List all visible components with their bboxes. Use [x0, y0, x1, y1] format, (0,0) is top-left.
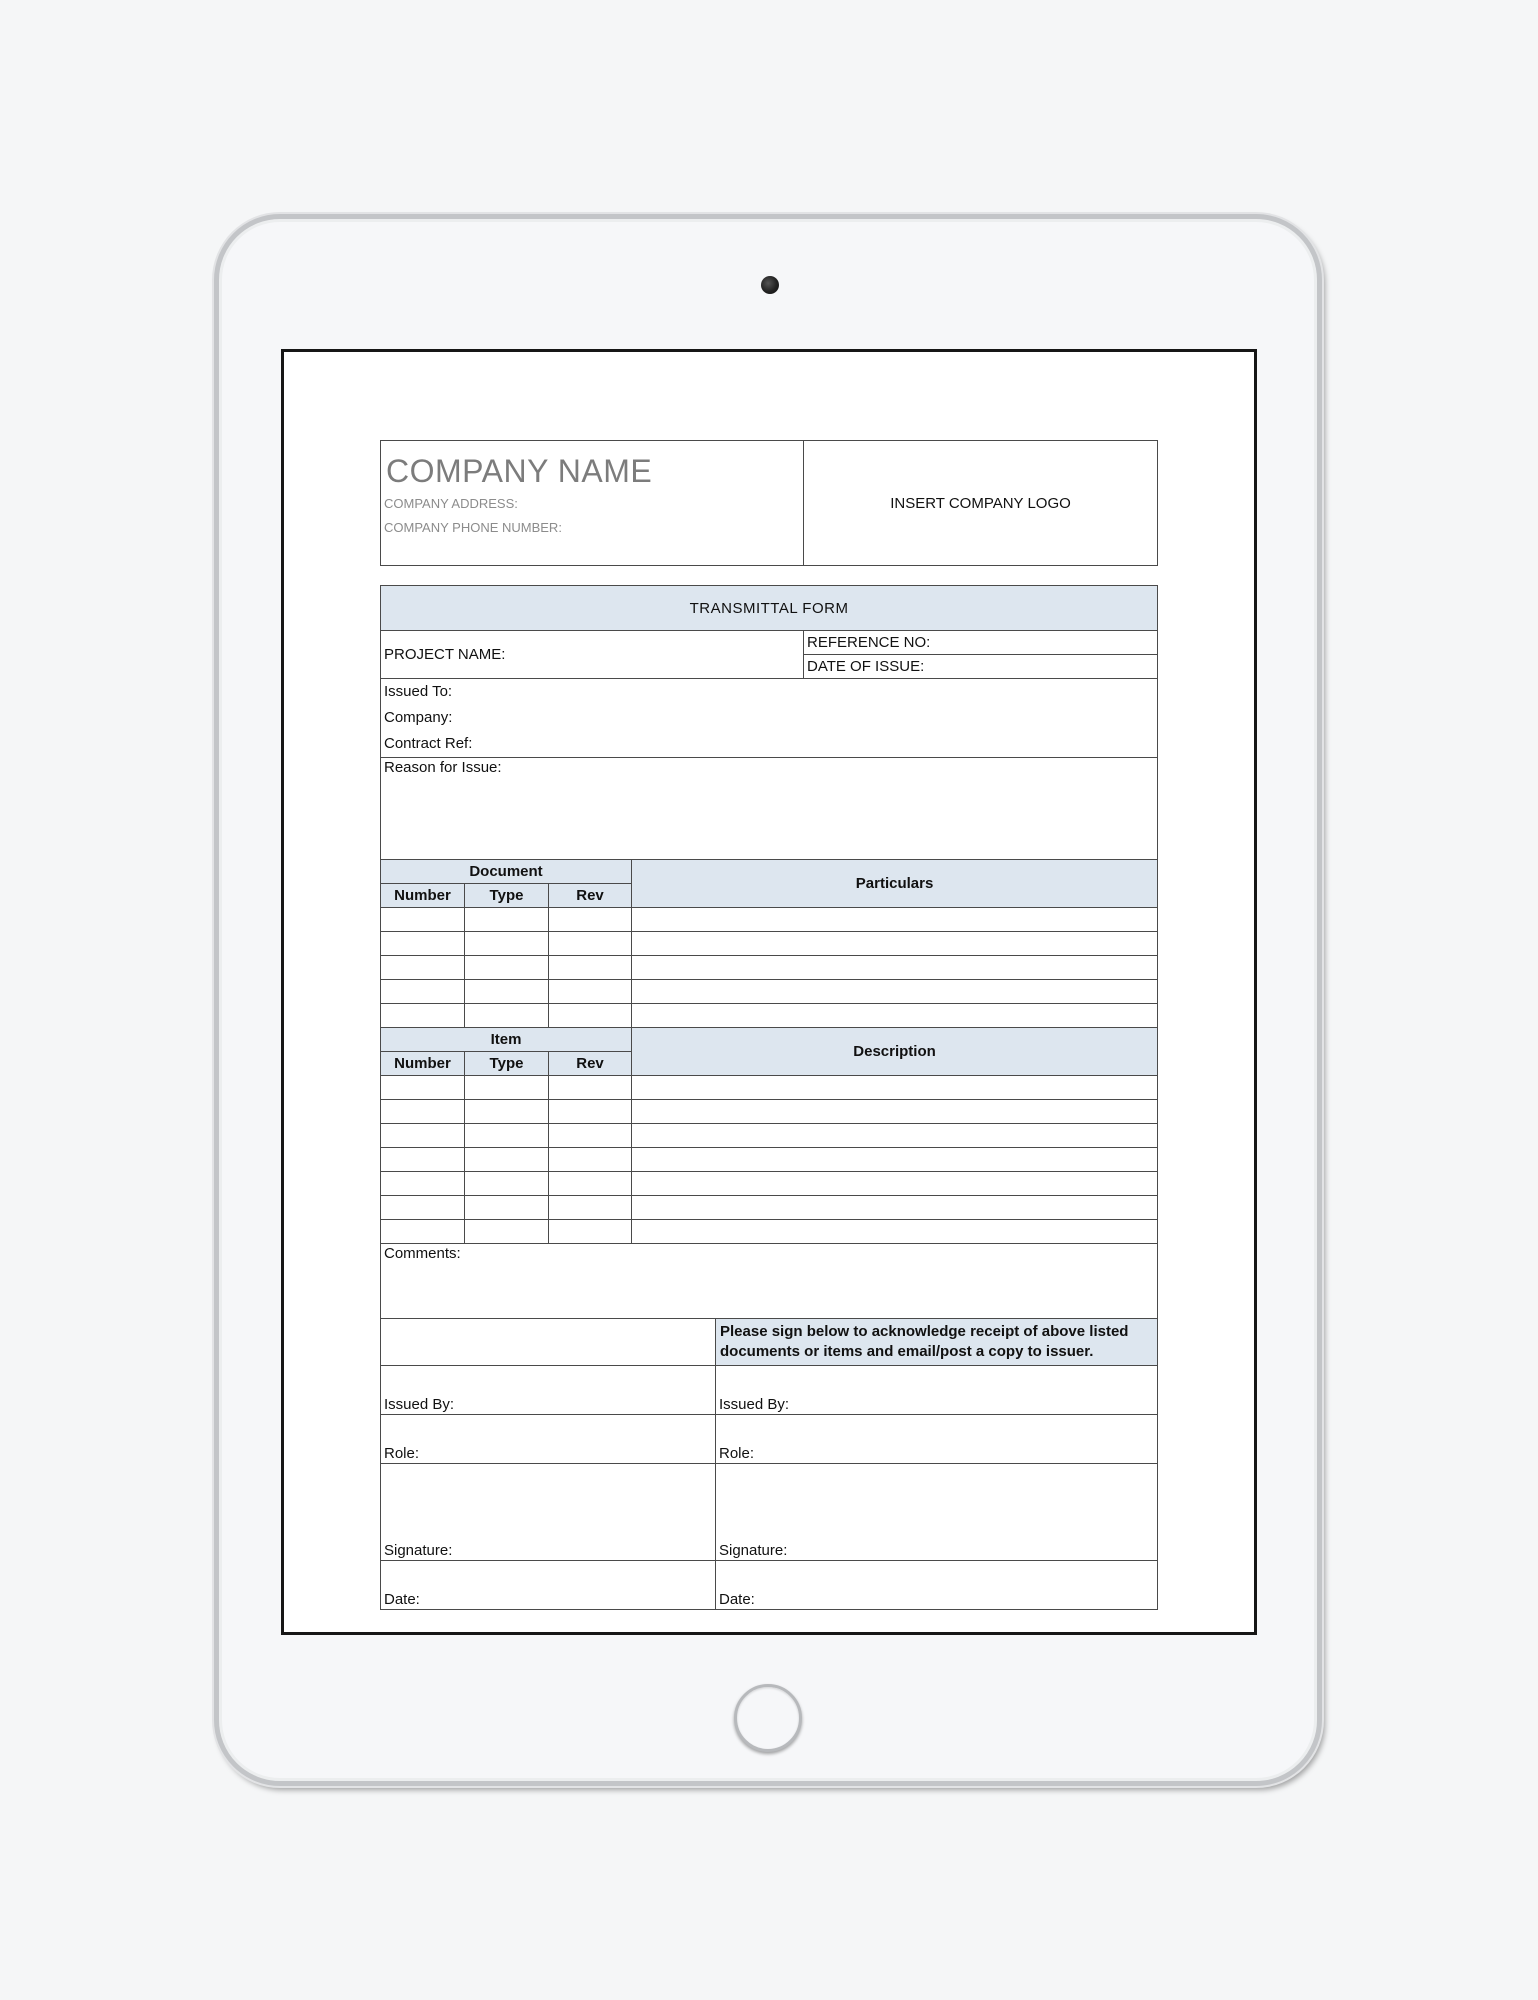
item-rev-cell[interactable]: [549, 1100, 632, 1124]
doc-type-cell[interactable]: [465, 908, 549, 932]
doc-number-cell[interactable]: [381, 1004, 465, 1028]
reason-for-issue-field[interactable]: Reason for Issue:: [381, 758, 1158, 860]
item-description-cell[interactable]: [632, 1148, 1158, 1172]
item-rev-cell[interactable]: [549, 1196, 632, 1220]
table-row: [381, 1100, 1158, 1124]
issuer-date-field[interactable]: Date:: [381, 1560, 716, 1609]
doc-number-cell[interactable]: [381, 932, 465, 956]
table-row: [381, 1148, 1158, 1172]
issuer-role-field[interactable]: Role:: [381, 1414, 716, 1463]
item-description-cell[interactable]: [632, 1100, 1158, 1124]
item-type-cell[interactable]: [465, 1100, 549, 1124]
item-number-cell[interactable]: [381, 1196, 465, 1220]
item-col-number: Number: [381, 1052, 465, 1076]
description-header: Description: [632, 1028, 1158, 1076]
doc-rev-cell[interactable]: [549, 932, 632, 956]
company-info: [381, 441, 804, 566]
item-type-cell[interactable]: [465, 1076, 549, 1100]
item-description-cell[interactable]: [632, 1076, 1158, 1100]
item-rev-cell[interactable]: [549, 1076, 632, 1100]
item-number-cell[interactable]: [381, 1148, 465, 1172]
item-description-cell[interactable]: [632, 1124, 1158, 1148]
reference-no-field[interactable]: REFERENCE NO:: [804, 631, 1158, 655]
doc-particulars-cell[interactable]: [632, 932, 1158, 956]
contract-ref-label: Contract Ref:: [384, 735, 473, 752]
particulars-header: Particulars: [632, 860, 1158, 908]
doc-type-cell[interactable]: [465, 956, 549, 980]
received-by-field[interactable]: Issued By:: [716, 1365, 1158, 1414]
item-number-cell[interactable]: [381, 1220, 465, 1244]
comments-field[interactable]: Comments:: [381, 1244, 1158, 1319]
item-type-cell[interactable]: [465, 1220, 549, 1244]
item-rev-cell[interactable]: [549, 1124, 632, 1148]
company-address: COMPANY ADDRESS:: [384, 496, 518, 511]
doc-col-number: Number: [381, 884, 465, 908]
table-row: [381, 1004, 1158, 1028]
doc-particulars-cell[interactable]: [632, 980, 1158, 1004]
company-header: [380, 440, 1158, 566]
item-number-cell[interactable]: [381, 1100, 465, 1124]
table-row: [381, 1220, 1158, 1244]
doc-particulars-cell[interactable]: [632, 1004, 1158, 1028]
table-row: [381, 956, 1158, 980]
company-name: COMPANY NAME: [386, 453, 653, 489]
doc-col-type: Type: [465, 884, 549, 908]
doc-rev-cell[interactable]: [549, 1004, 632, 1028]
doc-type-cell[interactable]: [465, 980, 549, 1004]
transmittal-form: [380, 440, 1157, 1610]
issued-by-field[interactable]: Issued By:: [381, 1365, 716, 1414]
item-number-cell[interactable]: [381, 1124, 465, 1148]
doc-number-cell[interactable]: [381, 980, 465, 1004]
item-type-cell[interactable]: [465, 1172, 549, 1196]
doc-col-rev: Rev: [549, 884, 632, 908]
table-row: [381, 1196, 1158, 1220]
item-type-cell[interactable]: [465, 1148, 549, 1172]
item-rev-cell[interactable]: [549, 1220, 632, 1244]
logo-placeholder: INSERT COMPANY LOGO: [804, 441, 1158, 566]
table-row: [381, 1076, 1158, 1100]
camera-icon: [761, 276, 779, 294]
doc-particulars-cell[interactable]: [632, 956, 1158, 980]
receiver-role-field[interactable]: Role:: [716, 1414, 1158, 1463]
item-col-type: Type: [465, 1052, 549, 1076]
table-row: [381, 932, 1158, 956]
receiver-signature-field[interactable]: Signature:: [716, 1463, 1158, 1560]
item-description-cell[interactable]: [632, 1172, 1158, 1196]
item-rev-cell[interactable]: [549, 1172, 632, 1196]
form-title: TRANSMITTAL FORM: [381, 586, 1158, 631]
item-rev-cell[interactable]: [549, 1148, 632, 1172]
item-col-rev: Rev: [549, 1052, 632, 1076]
table-row: [381, 1124, 1158, 1148]
item-type-cell[interactable]: [465, 1196, 549, 1220]
recipient-block[interactable]: [381, 679, 1158, 758]
item-number-cell[interactable]: [381, 1172, 465, 1196]
item-group-header: Item: [381, 1028, 632, 1052]
document-group-header: Document: [381, 860, 632, 884]
issued-to-label: Issued To:: [384, 683, 453, 700]
signoff-grid: [380, 1318, 1158, 1610]
acknowledgement-note: Please sign below to acknowledge receipt of above listed documents or items and email/post a copy to issuer.: [716, 1318, 1158, 1365]
doc-rev-cell[interactable]: [549, 956, 632, 980]
home-button[interactable]: [734, 1684, 802, 1752]
company-label: Company:: [384, 709, 453, 726]
company-phone: COMPANY PHONE NUMBER:: [384, 520, 562, 535]
doc-particulars-cell[interactable]: [632, 908, 1158, 932]
doc-number-cell[interactable]: [381, 956, 465, 980]
table-row: [381, 980, 1158, 1004]
table-row: [381, 1172, 1158, 1196]
item-number-cell[interactable]: [381, 1076, 465, 1100]
item-description-cell[interactable]: [632, 1220, 1158, 1244]
table-row: [381, 908, 1158, 932]
doc-type-cell[interactable]: [465, 932, 549, 956]
receiver-date-field[interactable]: Date:: [716, 1560, 1158, 1609]
date-of-issue-field[interactable]: DATE OF ISSUE:: [804, 655, 1158, 679]
signoff-blank-cell: [381, 1318, 716, 1365]
item-description-cell[interactable]: [632, 1196, 1158, 1220]
doc-rev-cell[interactable]: [549, 908, 632, 932]
tablet-screen: [281, 349, 1257, 1635]
form-grid: [380, 585, 1158, 1319]
doc-number-cell[interactable]: [381, 908, 465, 932]
doc-type-cell[interactable]: [465, 1004, 549, 1028]
project-name-field[interactable]: PROJECT NAME:: [381, 631, 804, 679]
issuer-signature-field[interactable]: Signature:: [381, 1463, 716, 1560]
item-type-cell[interactable]: [465, 1124, 549, 1148]
doc-rev-cell[interactable]: [549, 980, 632, 1004]
